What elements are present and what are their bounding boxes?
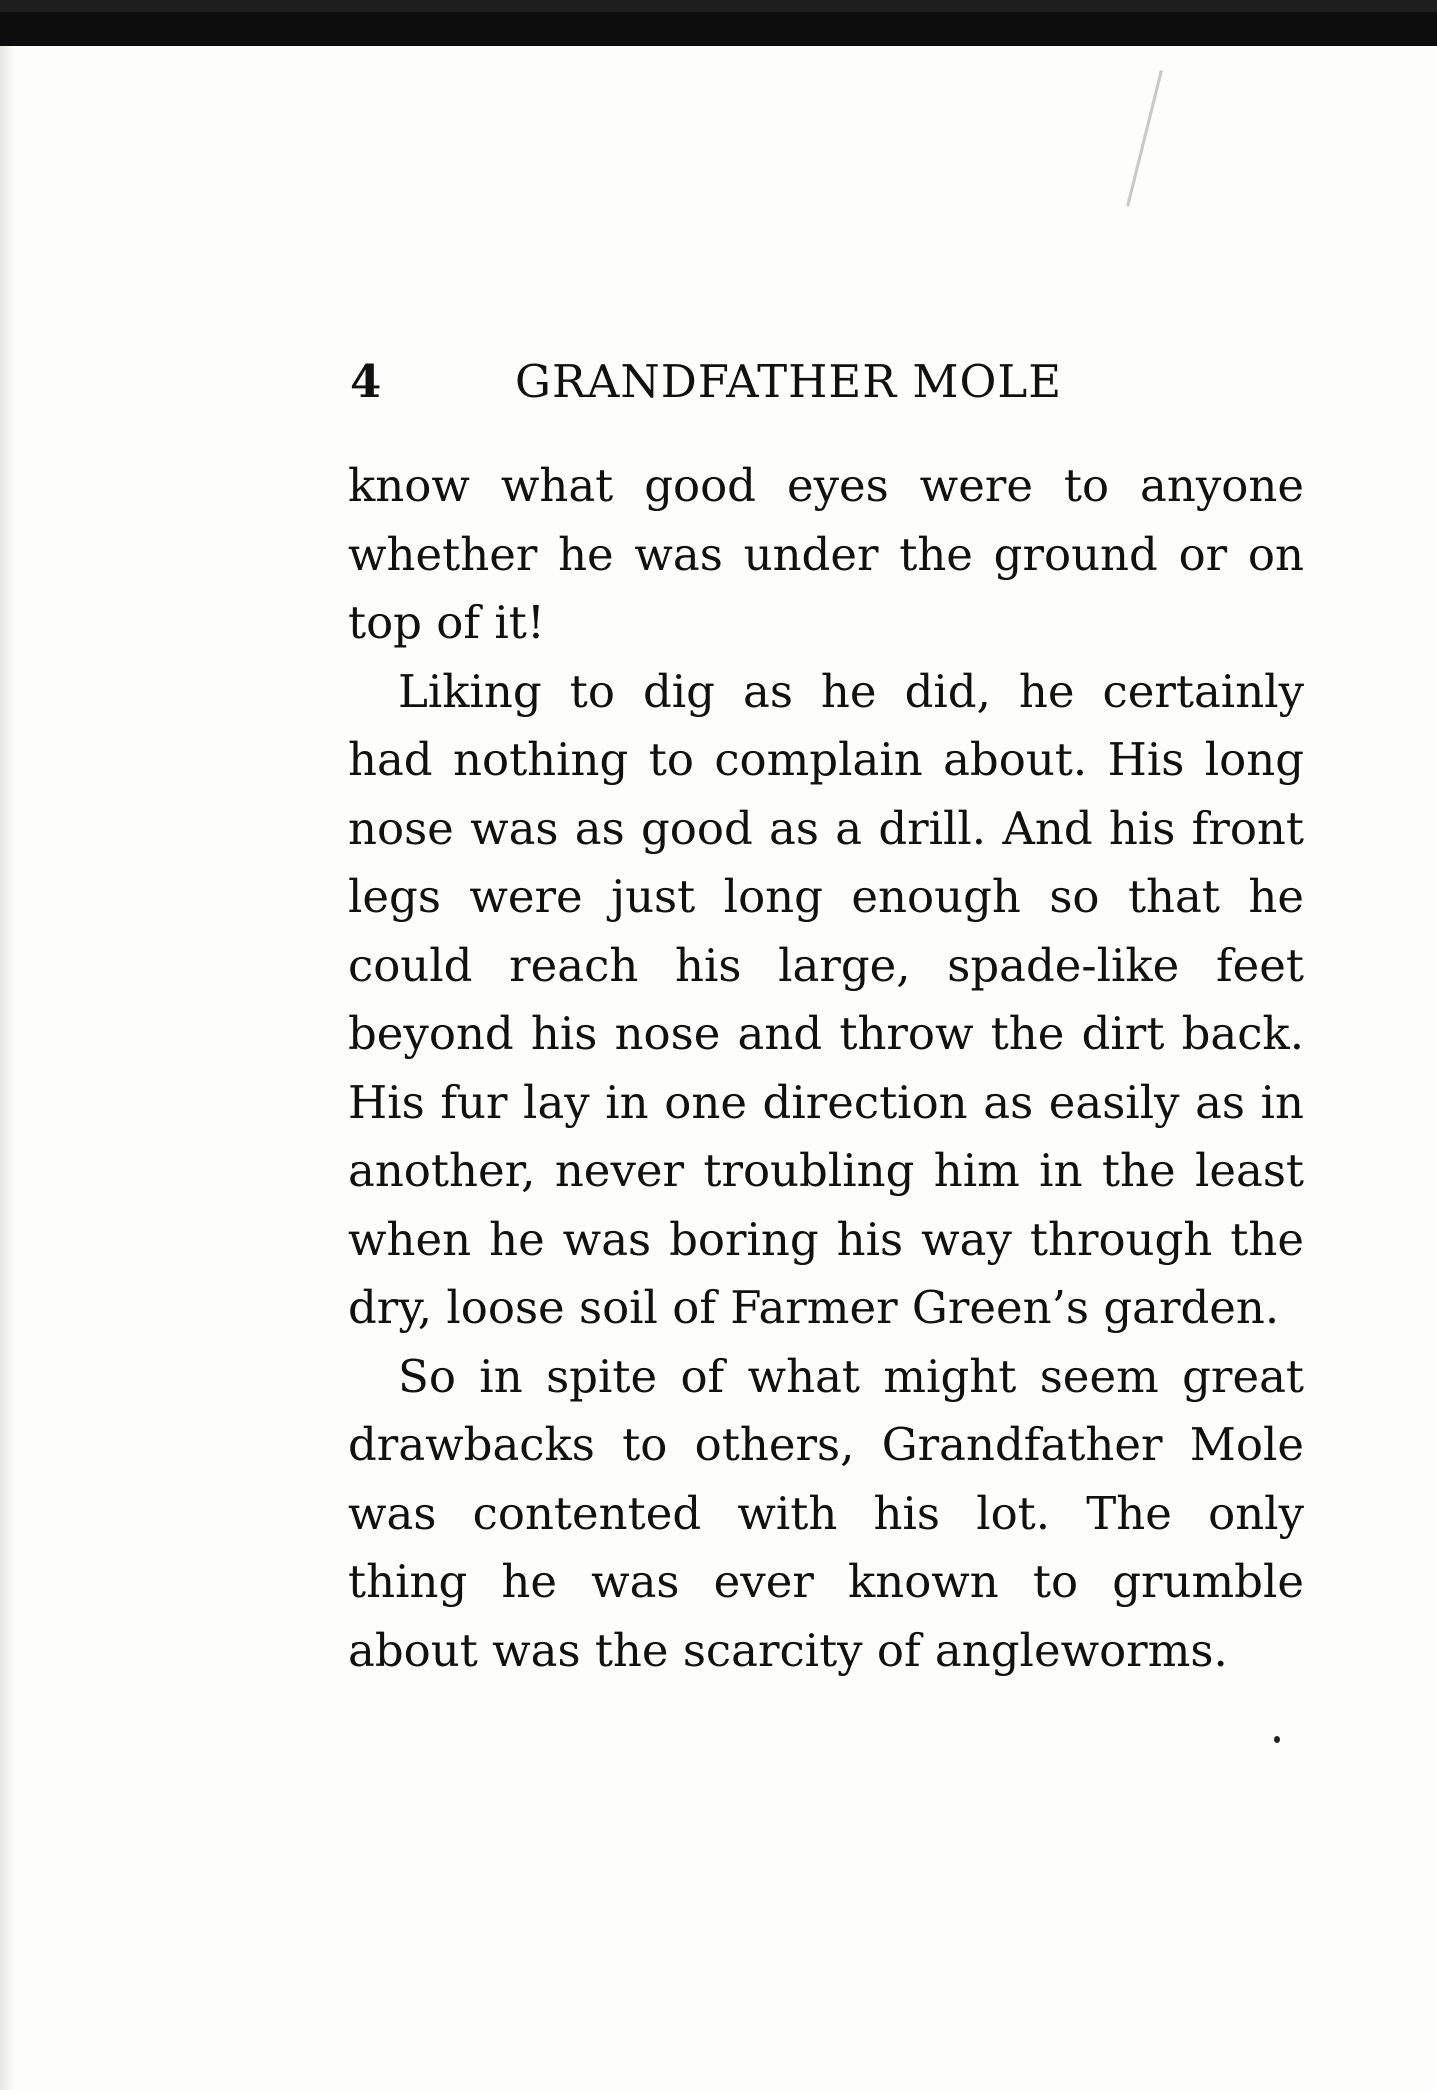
page-number: 4 [350, 355, 382, 408]
body-text [348, 452, 1304, 1685]
paragraph: Liking to dig as he did, he certainly had nothing to complain about. His long nose was as good as a drill. And his front legs were just long enough so that he could reach his large, spade-like feet beyond his nose and throw the dirt back. His fur lay in one direction as easily as in another, never troubling him in the least when he was boring his way through the dry, loose soil of Farmer Green’s garden. [348, 664, 1304, 1334]
paragraph: So in spite of what might seem great drawbacks to others, Grandfather Mole was contented with his lot. The only thing he was ever known to grumble about was the scarcity of angleworms. [348, 1349, 1304, 1677]
running-title: GRANDFATHER MOLE [515, 355, 1063, 408]
scan-border-left [0, 46, 14, 2090]
running-head [350, 355, 1350, 415]
paragraph-continued: know what good eyes were to anyone whether he was under the ground or on top of it! [348, 459, 1304, 649]
paper-scratch-mark [1126, 70, 1163, 207]
scan-border-top-edge [0, 0, 1437, 12]
ink-speck [1274, 1736, 1280, 1743]
scan-border-top [0, 0, 1437, 46]
